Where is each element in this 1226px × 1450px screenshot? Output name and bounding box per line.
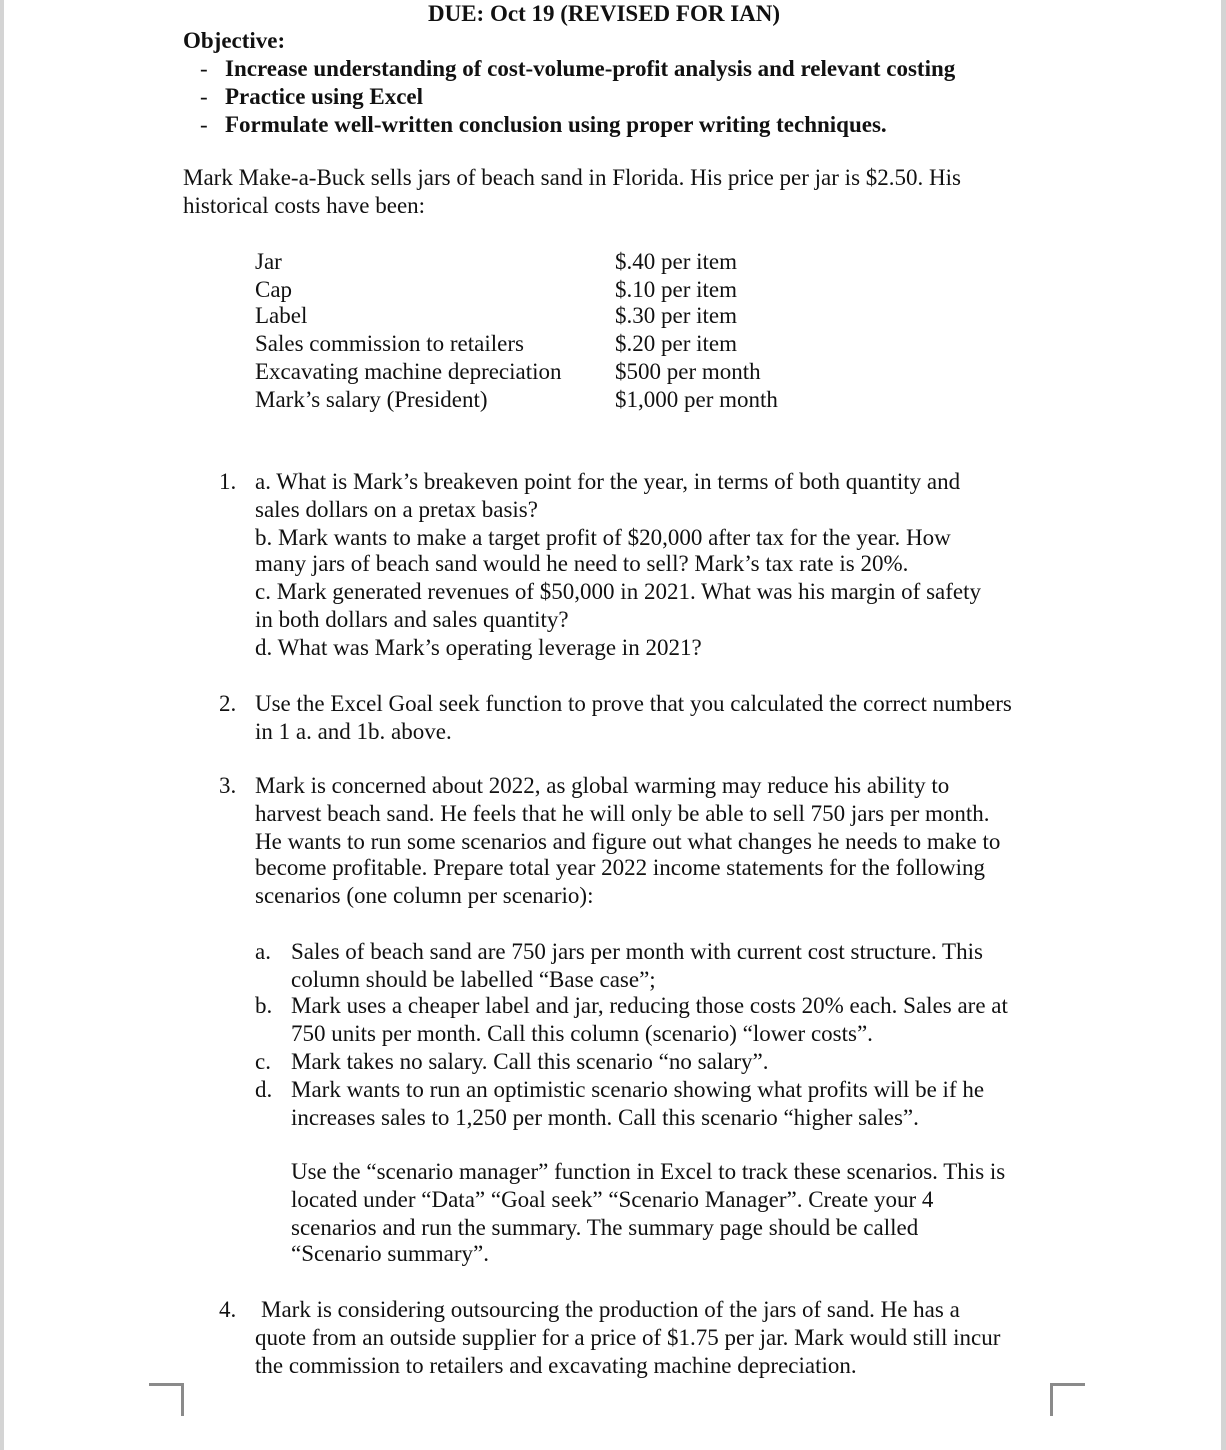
question-line: Use the Excel Goal seek function to prove that you calculated the correct numbers — [255, 691, 1012, 716]
question-line: sales dollars on a pretax basis? — [255, 497, 538, 522]
scenario-line: column should be labelled “Base case”; — [291, 967, 656, 992]
objective-bullet: Formulate well-written conclusion using proper writing techniques. — [225, 112, 887, 137]
objective-heading: Objective: — [183, 28, 286, 53]
question-line: become profitable. Prepare total year 2022 income statements for the following — [255, 855, 986, 880]
question-line: c. Mark generated revenues of $50,000 in 2021. What was his margin of safety — [255, 579, 982, 604]
cost-label: Cap — [255, 277, 293, 302]
bullet-dash: - — [200, 56, 208, 81]
cost-value: $.40 per item — [615, 249, 737, 274]
question-number: 2. — [219, 691, 237, 716]
question-line: Mark is concerned about 2022, as global warming may reduce his ability to — [255, 773, 950, 798]
cost-value: $1,000 per month — [615, 387, 778, 412]
bullet-dash: - — [200, 112, 208, 137]
scenario-letter: c. — [255, 1049, 271, 1074]
question-line: d. What was Mark’s operating leverage in 2021? — [255, 635, 702, 660]
question-line: scenarios (one column per scenario): — [255, 883, 594, 908]
question-number: 3. — [219, 773, 237, 798]
cost-value: $500 per month — [615, 359, 761, 384]
scenario-letter: d. — [255, 1077, 273, 1102]
question-number: 4. — [219, 1297, 237, 1322]
question-line: quote from an outside supplier for a price of $1.75 per jar. Mark would still incur — [255, 1325, 1001, 1350]
scenario-line: Mark wants to run an optimistic scenario showing what profits will be if he — [291, 1077, 985, 1102]
objective-bullet: Increase understanding of cost-volume-profit analysis and relevant costing — [225, 56, 956, 81]
intro-line: Mark Make-a-Buck sells jars of beach sand in Florida. His price per jar is $2.50. His — [183, 165, 961, 190]
page-frame-right — [1221, 0, 1226, 1450]
intro-line: historical costs have been: — [183, 193, 426, 218]
question-number: 1. — [219, 469, 237, 494]
cost-label: Mark’s salary (President) — [255, 387, 488, 412]
crop-mark-right — [1050, 1383, 1085, 1416]
scenario-note-line: “Scenario summary”. — [291, 1241, 489, 1266]
page-frame-left — [0, 0, 4, 1450]
scenario-line: Mark uses a cheaper label and jar, reducing those costs 20% each. Sales are at — [291, 993, 1008, 1018]
scenario-letter: a. — [255, 939, 271, 964]
cost-label: Excavating machine depreciation — [255, 359, 562, 384]
cost-label: Sales commission to retailers — [255, 331, 524, 356]
cost-label: Label — [255, 303, 308, 328]
bullet-dash: - — [200, 84, 208, 109]
objective-bullet: Practice using Excel — [225, 84, 424, 109]
cost-value: $.10 per item — [615, 277, 737, 302]
question-line: in both dollars and sales quantity? — [255, 607, 569, 632]
scenario-line: increases sales to 1,250 per month. Call this scenario “higher sales”. — [291, 1105, 919, 1130]
question-line: in 1 a. and 1b. above. — [255, 719, 452, 744]
question-line: a. What is Mark’s breakeven point for the year, in terms of both quantity and — [255, 469, 961, 494]
question-line: He wants to run some scenarios and figure out what changes he needs to make to — [255, 829, 1001, 854]
question-line: Mark is considering outsourcing the production of the jars of sand. He has a — [261, 1297, 960, 1322]
crop-mark-left — [149, 1383, 184, 1416]
cost-value: $.20 per item — [615, 331, 737, 356]
scenario-letter: b. — [255, 993, 273, 1018]
scenario-line: 750 units per month. Call this column (scenario) “lower costs”. — [291, 1021, 873, 1046]
question-line: many jars of beach sand would he need to sell? Mark’s tax rate is 20%. — [255, 551, 909, 576]
question-line: harvest beach sand. He feels that he will only be able to sell 750 jars per month. — [255, 801, 990, 826]
cost-value: $.30 per item — [615, 303, 737, 328]
scenario-line: Sales of beach sand are 750 jars per month with current cost structure. This — [291, 939, 983, 964]
scenario-line: Mark takes no salary. Call this scenario “no salary”. — [291, 1049, 769, 1074]
scenario-note-line: scenarios and run the summary. The summary page should be called — [291, 1215, 919, 1240]
scenario-note-line: Use the “scenario manager” function in Excel to track these scenarios. This is — [291, 1159, 1006, 1184]
scenario-note-line: located under “Data” “Goal seek” “Scenario Manager”. Create your 4 — [291, 1187, 934, 1212]
question-line: the commission to retailers and excavating machine depreciation. — [255, 1353, 857, 1378]
cost-label: Jar — [255, 249, 282, 274]
assignment-title: DUE: Oct 19 (REVISED FOR IAN) — [428, 1, 781, 26]
question-line: b. Mark wants to make a target profit of $20,000 after tax for the year. How — [255, 525, 951, 550]
